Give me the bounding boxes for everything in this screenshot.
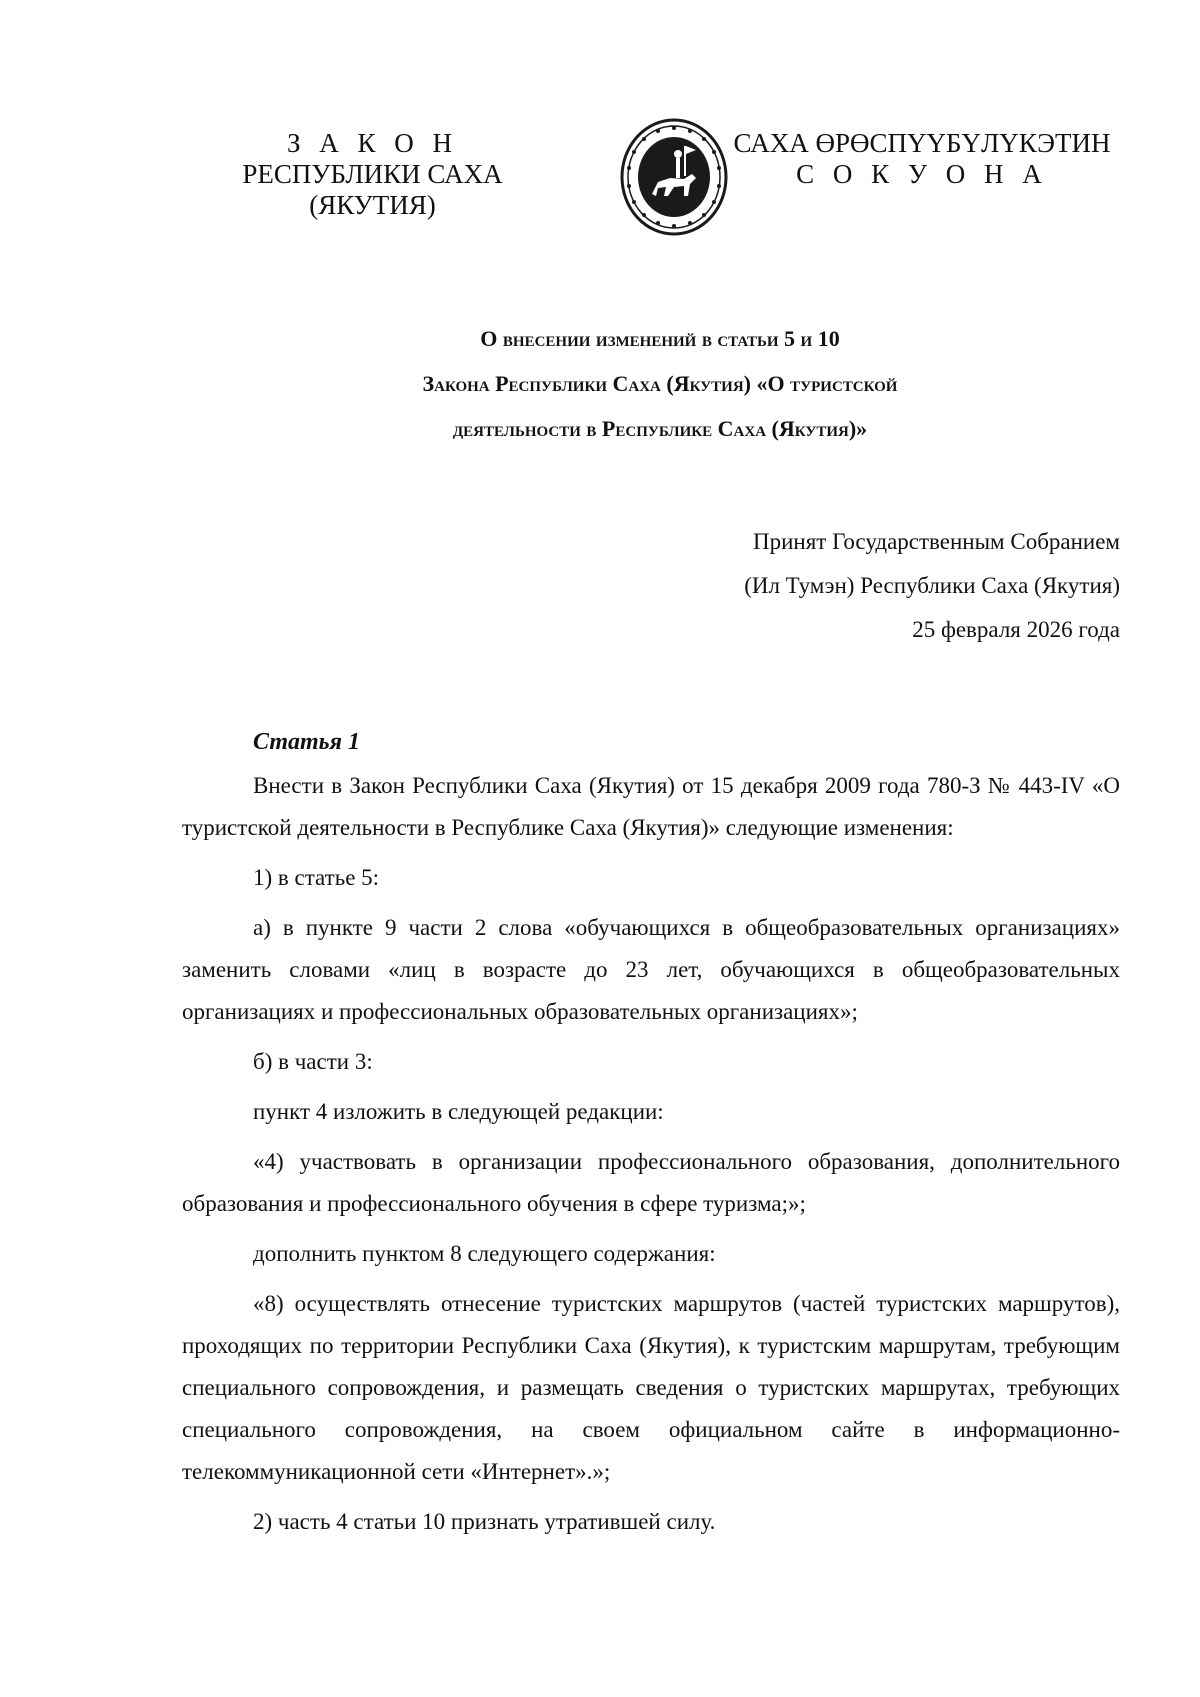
header-right [712, 128, 1132, 190]
paragraph: «4) участвовать в организации профессионального образования, дополнительного образования и профессионального обучения в сфере туризма;»; [182, 1149, 1120, 1216]
paragraph: 2) часть 4 статьи 10 признать утратившей силу. [253, 1509, 716, 1534]
paragraph: 1) в статье 5: [253, 865, 380, 890]
law-title-line2: Закона Республики Саха (Якутия) «О туристской [422, 371, 898, 396]
adoption-line2: (Ил Тумэн) Республики Саха (Якутия) [744, 573, 1120, 598]
law-title [200, 316, 1120, 451]
header-left-line1: З А К О Н [286, 128, 459, 158]
paragraph: а) в пункте 9 части 2 слова «обучающихся в общеобразовательных организациях» заменить словами «лиц в возрасте до 23 лет, обучающихся в общеобразовательных организациях и профессиональных образовательных организациях»; [182, 915, 1120, 1024]
law-title-line3: деятельности в Республике Саха (Якутия)» [452, 416, 868, 441]
paragraph: пункт 4 изложить в следующей редакции: [253, 1099, 664, 1124]
adoption-info [560, 520, 1120, 652]
paragraph: Внести в Закон Республики Саха (Якутия) от 15 декабря 2009 года 780-З № 443-IV «О туристской деятельности в Республике Саха (Якутия)» следующие изменения: [182, 773, 1120, 840]
adoption-date: 25 февраля 2026 года [912, 617, 1120, 642]
header-right-line1: САХА ӨРӨСПҮҮБҮЛҮКЭТИН [733, 128, 1111, 158]
header-left [205, 128, 540, 221]
law-title-line1: О внесении изменений в статьи 5 и 10 [480, 326, 840, 351]
header-right-line2: С О К У О Н А [796, 159, 1048, 189]
adoption-line1: Принят Государственным Собранием [752, 529, 1120, 554]
paragraph: дополнить пунктом 8 следующего содержания: [253, 1241, 716, 1266]
paragraph: «8) осуществлять отнесение туристских маршрутов (частей туристских маршрутов), проходящих по территории Республики Саха (Якутия), к туристским маршрутам, требующим специального сопровождения, и размещать сведения о туристских маршрутах, требующих специального сопровождения, на своем официальном сайте в информационно-телекоммуникационной сети «Интернет».»; [182, 1291, 1120, 1484]
paragraph: б) в части 3: [253, 1049, 373, 1074]
article-heading: Статья 1 [253, 729, 361, 755]
header-left-line2: РЕСПУБЛИКИ САХА (ЯКУТИЯ) [242, 159, 503, 220]
article-body [182, 765, 1120, 1543]
